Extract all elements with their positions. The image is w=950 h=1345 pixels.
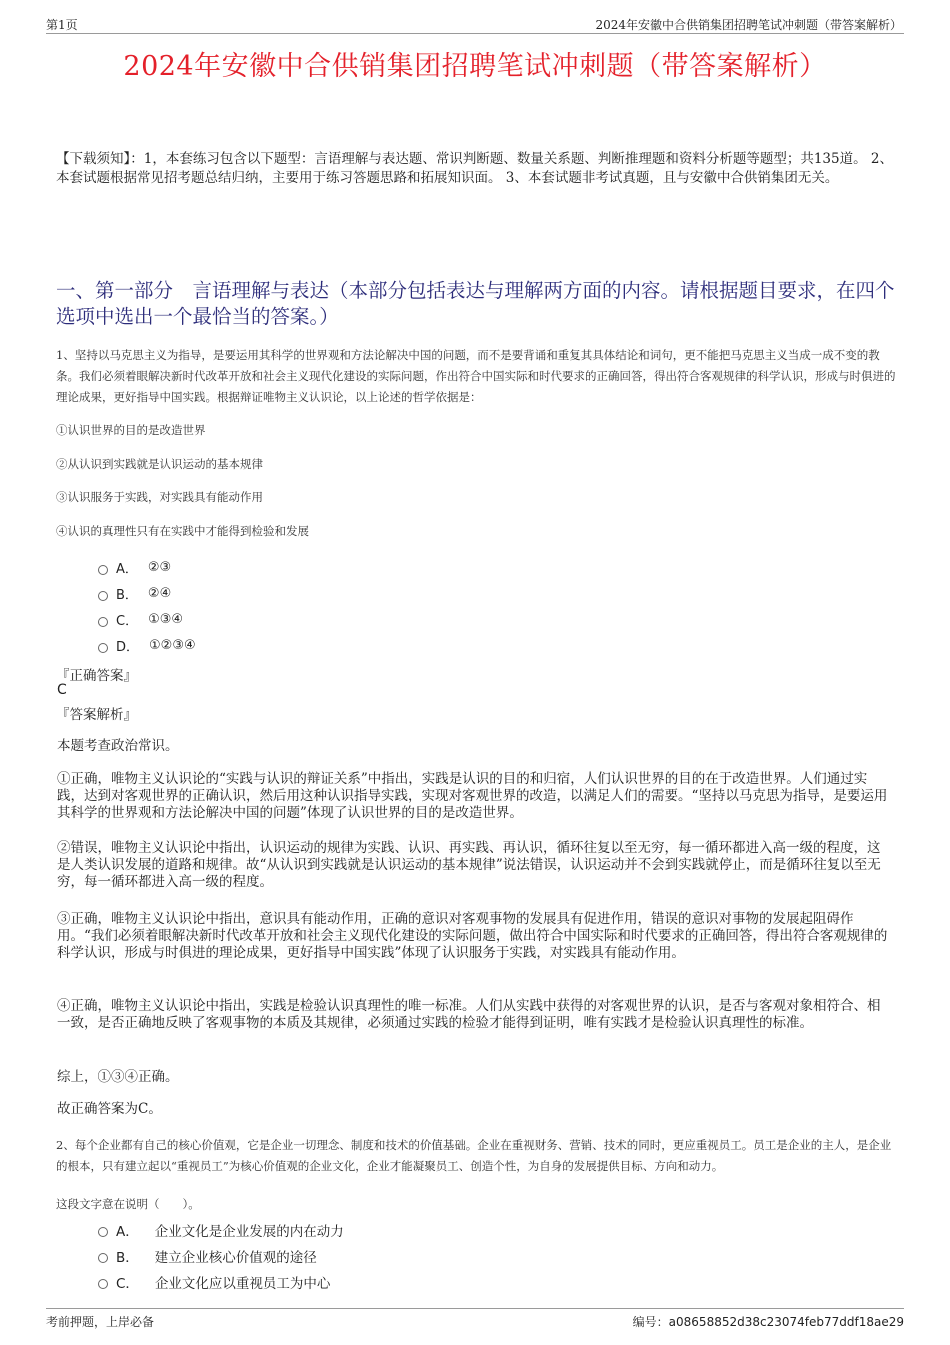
download-notice: 【下载须知】：1，本套练习包含以下题型：言语理解与表达题、常识判断题、数量关系题、判断推理题和资料分析题等题型；共135道。 2、本套试题根据常见招考题总结归纳，主要用于练习答题思路和拓展知识面。 3、本套试题非考试真题，且与安徽中合供销集团无关。 [56,151,893,186]
option-text: ①③④ [148,612,184,627]
option-text: ②④ [147,586,172,601]
statement-4: ④认识的真理性只有在实践中才能得到检验和发展 [56,524,309,538]
q1-option-c[interactable] [98,610,183,629]
option-letter: C． [116,614,139,629]
option-letter: B． [116,588,138,603]
option-letter: C． [116,1276,139,1292]
q2-option-c[interactable] [98,1272,330,1292]
radio-button[interactable] [98,643,108,653]
q1-option-a[interactable] [98,558,171,577]
running-header-title: 2024年安徽中合供销集团招聘笔试冲刺题（带答案解析） [595,18,902,32]
radio-button[interactable] [98,1279,108,1289]
radio-button[interactable] [98,1253,108,1263]
option-text: 企业文化是企业发展的内在动力 [154,1224,344,1240]
header-divider [46,33,904,34]
statement-1: ①认识世界的目的是改造世界 [56,423,206,437]
radio-button[interactable] [98,565,108,575]
radio-button[interactable] [98,1227,108,1237]
analysis-paragraph: ④正确，唯物主义认识论中指出，实践是检验认识真理性的唯一标准。人们从实践中获得的对客观世界的认识，是否与客观对象相符合、相一致，是否正确地反映了客观事物的本质及其规律，必须通过实践的检验才能得到证明，唯有实践才是检验认识真理性的标准。 [57,998,881,1031]
analysis-label: 『答案解析』 [56,707,137,723]
option-text: 建立企业核心价值观的途径 [154,1250,317,1266]
radio-button[interactable] [98,591,108,601]
analysis-paragraph: 综上，①③④正确。 [57,1069,179,1085]
footer-divider [46,1308,904,1309]
statement-3: ③认识服务于实践，对实践具有能动作用 [56,490,263,504]
question-2-prompt: 这段文字意在说明（ ）。 [56,1197,200,1211]
statement-2: ②从认识到实践就是认识运动的基本规律 [56,457,263,471]
analysis-paragraph: ①正确，唯物主义认识论的“实践与认识的辩证关系”中指出，实践是认识的目的和归宿，人们认识世界的目的在于改造世界。人们通过实践，达到对客观世界的正确认识，然后用这种认识指导实践，实现对客观世界的改造，以满足人们的需要。“坚持以马克思为指导，是要运用其科学的世界观和方法论解决中国的问题”体现了认识世界的目的是改造世界。 [57,771,888,821]
option-text: ①②③④ [149,638,196,653]
option-text: ②③ [147,560,172,575]
question-1-stem: 1、坚持以马克思主义为指导，是要运用其科学的世界观和方法论解决中国的问题，而不是要背诵和重复其具体结论和词句，更不能把马克思主义当成一成不变的教条。我们必须着眼解决新时代改革开放和社会主义现代化建设的实际问题，作出符合中国实际和时代要求的正确回答，得出符合客观规律的科学认识，形成与时俱进的理论成果，更好指导中国实践。根据辩证唯物主义认识论，以上论述的哲学依据是： [56,348,896,404]
analysis-paragraph: 本题考查政治常识。 [57,738,179,754]
question-2-stem: 2、每个企业都有自己的核心价值观，它是企业一切理念、制度和技术的价值基础。企业在重视财务、营销、技术的同时，更应重视员工。员工是企业的主人，是企业的根本，只有建立起以“重视员工”为核心价值观的企业文化，企业才能凝聚员工、创造个性，为自身的发展提供目标、方向和动力。 [56,1138,892,1173]
footer-slogan: 考前押题，上岸必备 [46,1315,155,1329]
document-title: 2024年安徽中合供销集团招聘笔试冲刺题（带答案解析） [123,51,827,82]
page-number: 第1页 [46,18,78,32]
correct-answer-label: 『正确答案』 [56,668,137,684]
q1-option-b[interactable] [98,584,171,603]
option-letter: B． [116,1250,139,1266]
q2-option-a[interactable] [98,1220,344,1240]
code-label: 编号： [632,1315,669,1329]
correct-answer: C [57,682,67,698]
option-letter: A． [116,1224,139,1240]
option-letter: D． [116,640,140,655]
q1-option-d[interactable] [98,636,196,655]
option-text: 企业文化应以重视员工为中心 [154,1276,331,1292]
analysis-paragraph: 故正确答案为C。 [57,1101,162,1117]
document-code [633,1313,904,1330]
analysis-paragraph: ②错误，唯物主义认识论中指出，认识运动的规律为实践、认识、再实践、再认识，循环往复以至无穷，每一循环都进入高一级的程度，这是人类认识发展的道路和规律。故“从认识到实践就是认识运动的基本规律”说法错误，认识运动并不会到实践就停止，而是循环往复以至无穷，每一循环都进入高一级的程度。 [57,840,881,890]
analysis-paragraph: ③正确，唯物主义认识论中指出，意识具有能动作用，正确的意识对客观事物的发展具有促进作用，错误的意识对事物的发展起阻碍作用。“我们必须着眼解决新时代改革开放和社会主义现代化建设的实际问题，做出符合中国实际和时代要求的正确回答，得出符合客观规律的科学认识，形成与时俱进的理论成果，更好指导中国实践”体现了认识服务于实践，对实践具有能动作用。 [57,911,888,961]
radio-button[interactable] [98,617,108,627]
q2-option-b[interactable] [98,1246,317,1266]
section-heading: 一、第一部分 言语理解与表达（本部分包括表达与理解两方面的内容。请根据题目要求，在四个选项中选出一个最恰当的答案。） [56,279,895,328]
option-letter: A． [116,562,138,577]
code-value: a08658852d38c23074feb77ddf18ae29 [668,1315,904,1329]
